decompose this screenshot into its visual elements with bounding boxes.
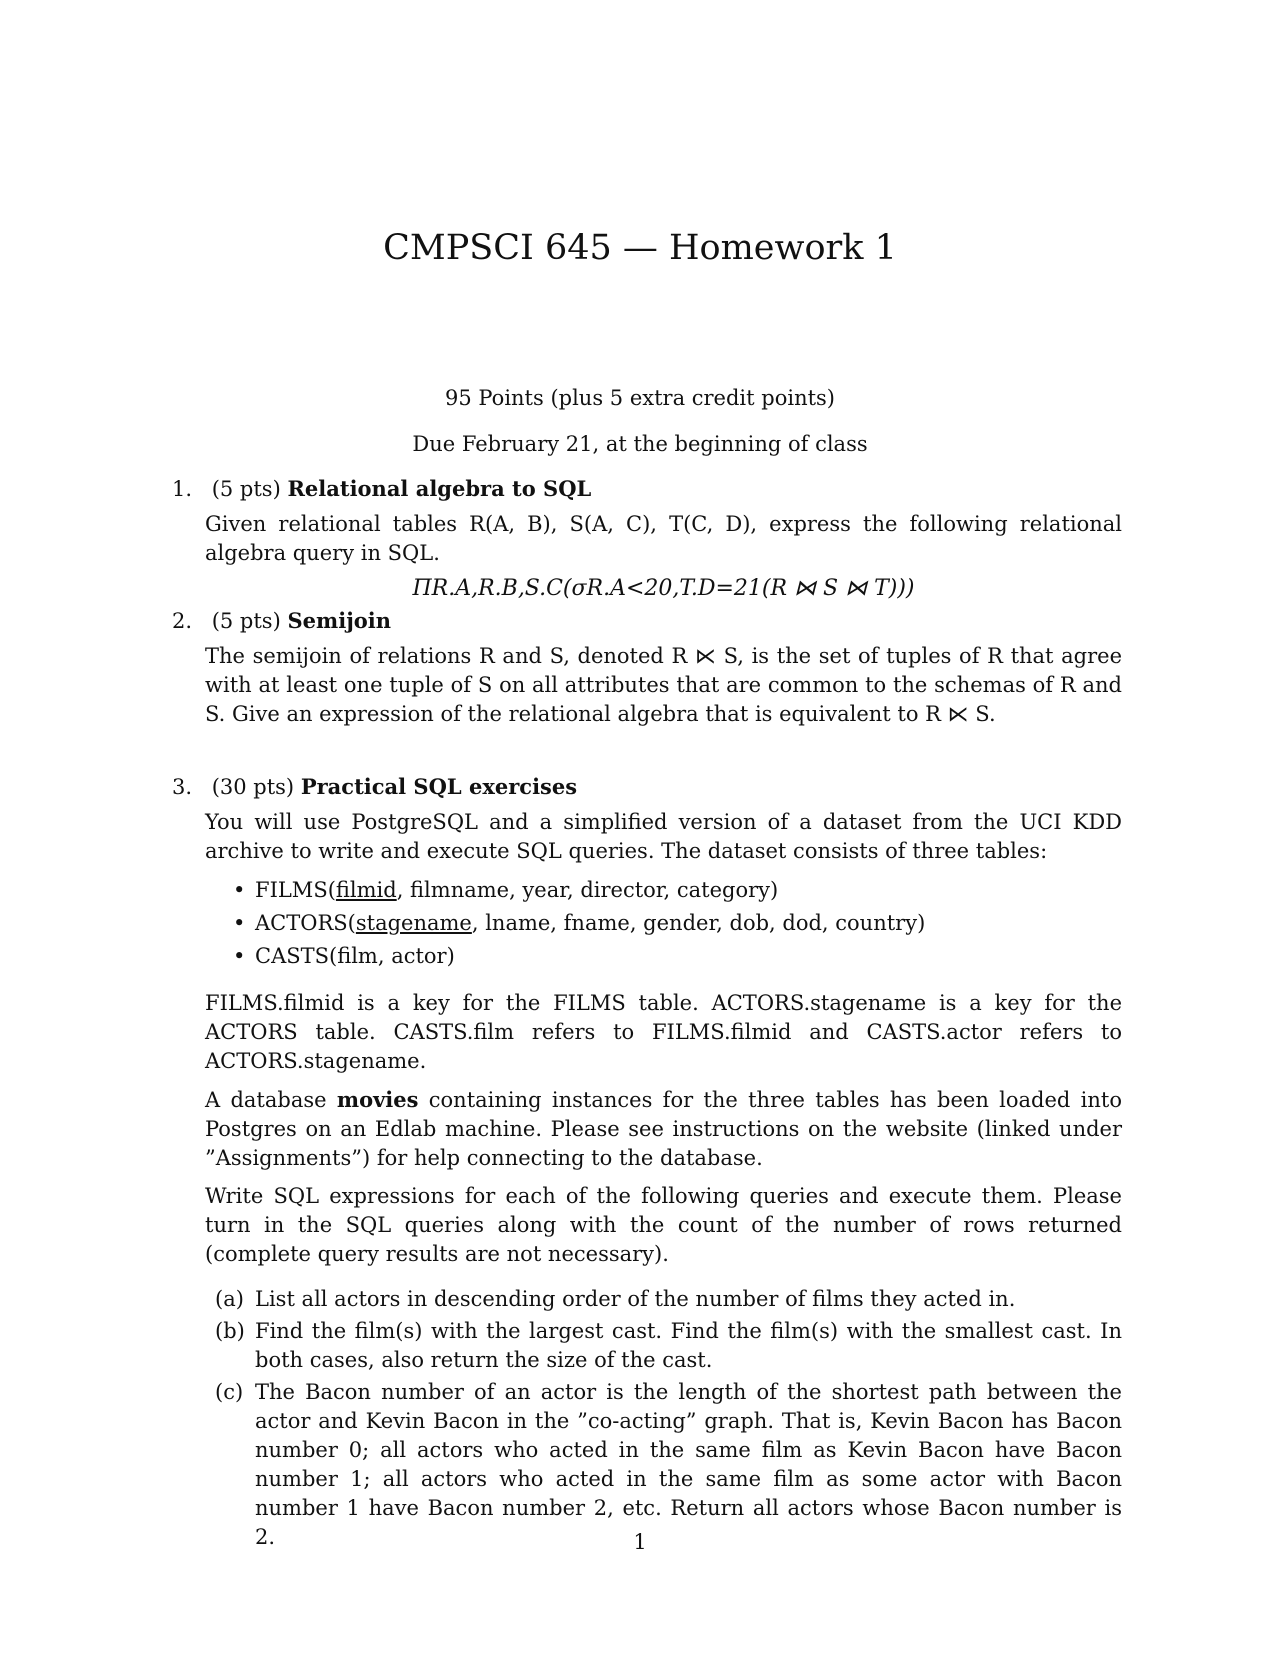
problem-3 (172, 772, 1122, 1555)
instructions-paragraph: Write SQL expressions for each of the following queries and execute them. Please turn in the SQL queries along with the count of the number of rows returned (complete query results are not necessary). (205, 1184, 1122, 1266)
database-paragraph: A database movies containing instances for the three tables has been loaded into Postgres on an Edlab machine. Please see instructions on the website (linked under ”Assignments”) for help connecting to the database. (205, 1087, 1122, 1170)
problem-2-heading (172, 606, 1122, 636)
problem-points: (30 pts) (211, 775, 295, 799)
problem-number: 2. (172, 609, 193, 633)
page-number: 1 (633, 1530, 647, 1554)
list-item: • CASTS(film, actor) (233, 942, 1122, 971)
list-item: (b) Find the film(s) with the largest cast. Find the film(s) with the smallest cast. In both cases, also return the size of the cast. (215, 1319, 1122, 1372)
problem-points: (5 pts) (211, 609, 281, 633)
list-item: • ACTORS(stagename, lname, fname, gender, dob, dod, country) (233, 909, 1122, 938)
problem-3-intro: You will use PostgreSQL and a simplified version of a dataset from the UCI KDD archive to write and execute SQL queries. The dataset consists of three tables: (205, 810, 1122, 863)
list-item: (a) List all actors in descending order of the number of films they acted in. (215, 1287, 1016, 1311)
problem-title: Practical SQL exercises (300, 774, 578, 799)
list-item: • FILMS(filmid, filmname, year, director, category) (233, 876, 1122, 905)
problem-2-text: The semijoin of relations R and S, denoted R ⋉ S, is the set of tuples of R that agree with at least one tuple of S on all attributes that are common to the schemas of R and S. Give an expression of the relational algebra that is equivalent to R ⋉ S. (205, 644, 1122, 726)
problem-title: Relational algebra to SQL (287, 476, 592, 501)
problem-1 (172, 474, 1122, 603)
list-item: (c) The Bacon number of an actor is the length of the shortest path between the actor and Kevin Bacon in the ”co-acting” graph. That is, Kevin Bacon has Bacon number 0; all actors who acted in the same film as Kevin Bacon have Bacon number 1; all actors who acted in the same film as some actor with Bacon number 1 have Bacon number 2, etc. Return all actors whose Bacon number is 2. (215, 1380, 1122, 1549)
primary-key: stagename (355, 911, 472, 935)
keys-paragraph: FILMS.filmid is a key for the FILMS table. ACTORS.stagename is a key for the ACTORS table. CASTS.film refers to FILMS.filmid and CASTS.actor refers to ACTORS.stagename. (205, 991, 1122, 1073)
due-date: Due February 21, at the beginning of class (412, 432, 868, 456)
problem-number: 1. (172, 477, 193, 501)
problem-points: (5 pts) (211, 477, 281, 501)
table-schema-list (205, 876, 1122, 971)
problem-title: Semijoin (287, 608, 392, 633)
problem-3-heading (172, 772, 1122, 802)
problem-2 (172, 606, 1122, 729)
problem-number: 3. (172, 775, 193, 799)
problem-1-text: Given relational tables R(A, B), S(A, C), T(C, D), express the following relational algebra query in SQL. (205, 512, 1122, 565)
query-list (205, 1285, 1122, 1552)
relational-algebra-formula: ΠR.A,R.B,S.C(σR.A<20,T.D=21(R ⋈ S ⋈ T))) (412, 576, 915, 601)
database-name: movies (336, 1087, 419, 1112)
primary-key: filmid (335, 878, 397, 902)
points-line: 95 Points (plus 5 extra credit points) (445, 386, 835, 410)
problem-1-heading (172, 474, 1122, 504)
page-title: CMPSCI 645 — Homework 1 (383, 228, 897, 268)
